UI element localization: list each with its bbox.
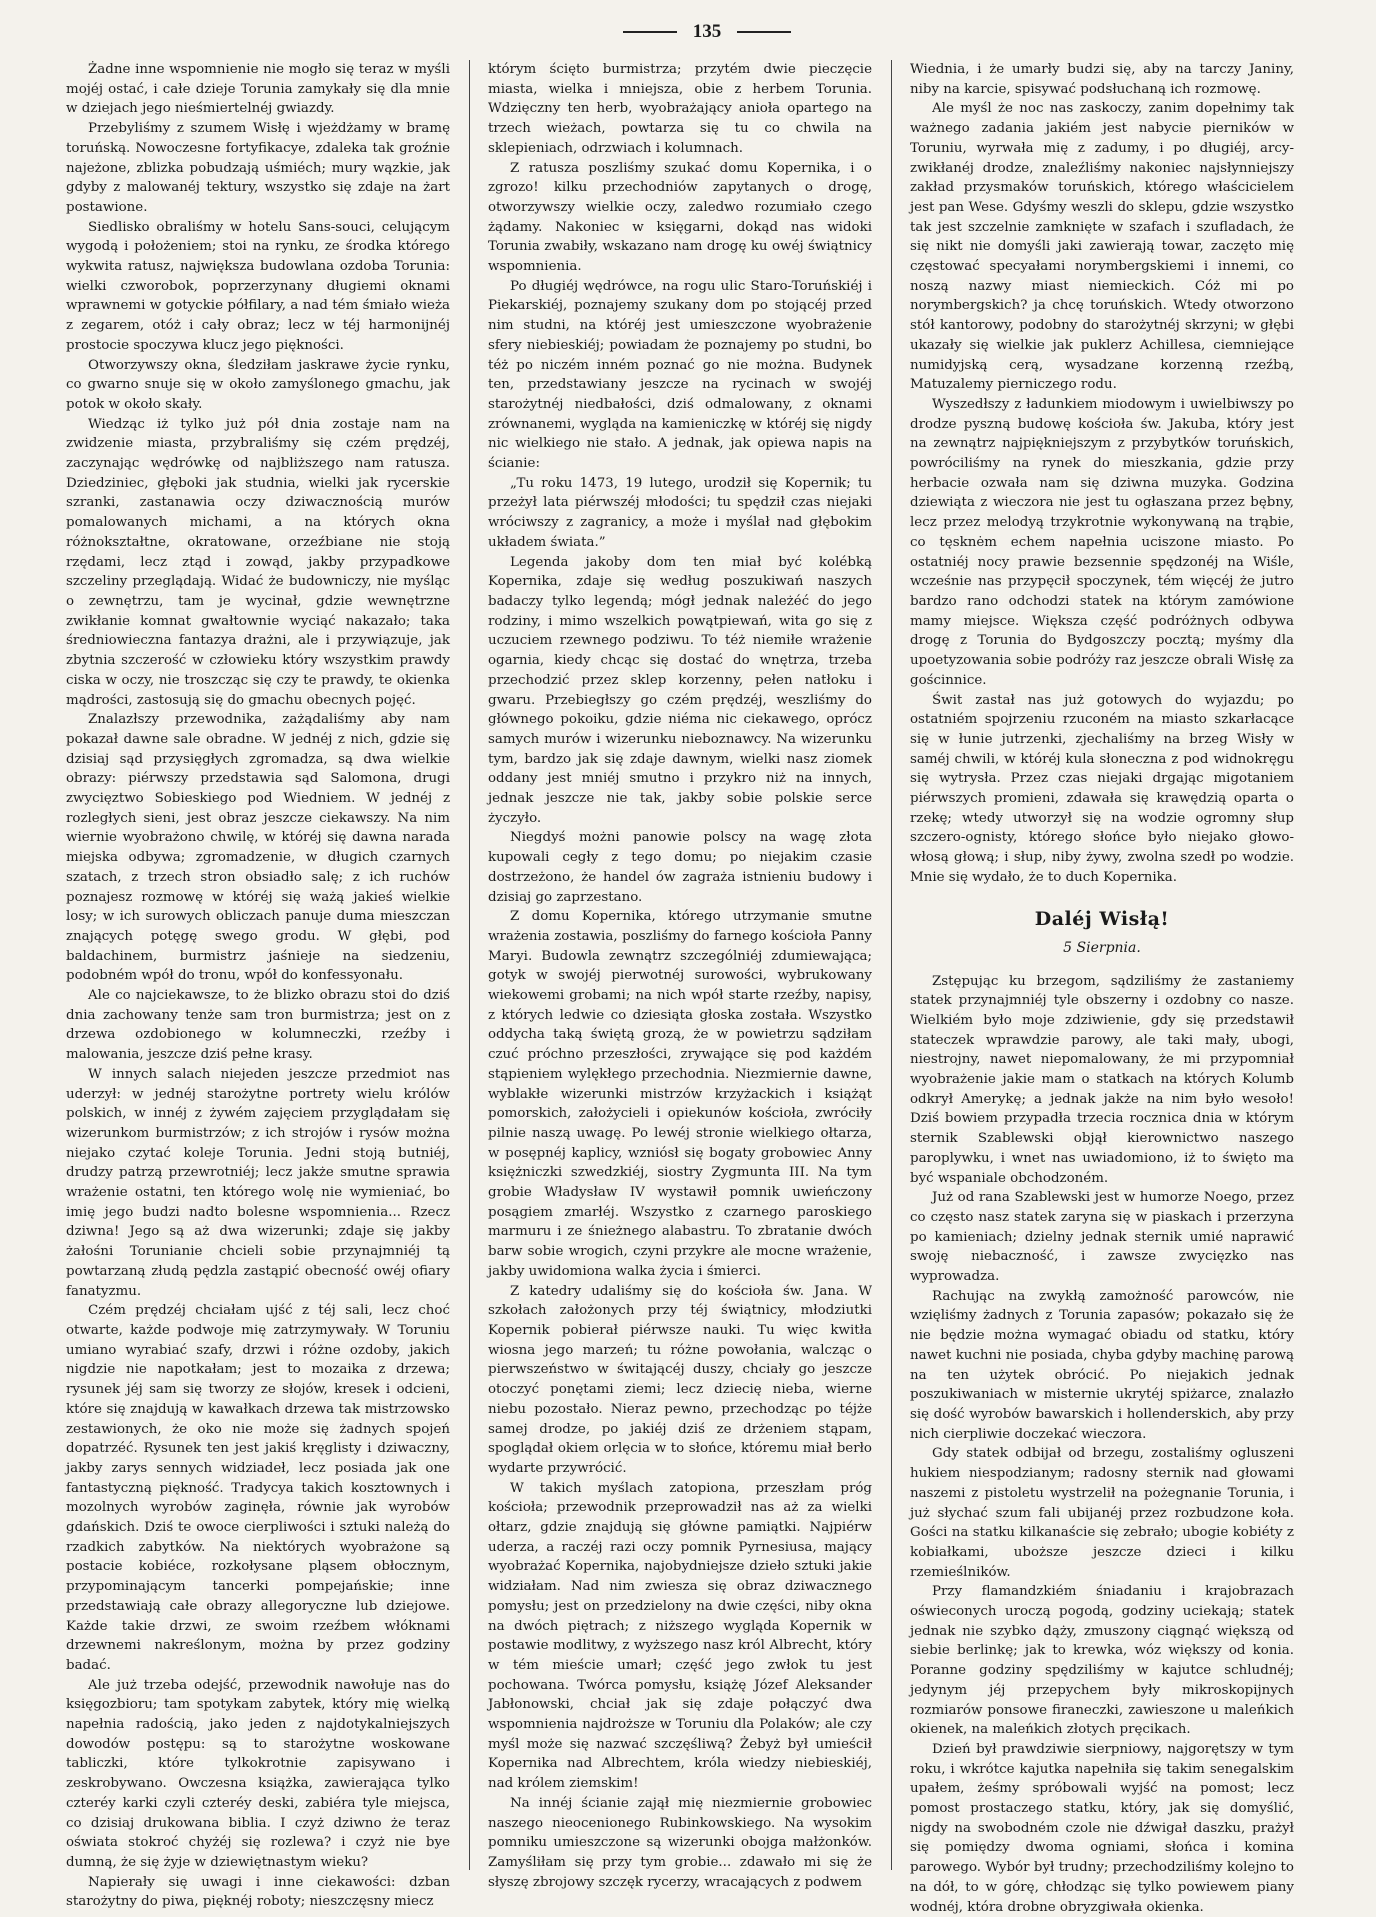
text-columns [66, 60, 1348, 1915]
page-number: 135 [692, 21, 722, 42]
paragraph: Na innéj ścianie zajął mię niezmiernie grobowiec naszego nieocenionego Rubinkowskiego. Na wysokim pomniku umieszczone są wizerunki obojga małżonków. Zamyśliłam się przy tym grobie... zdawało mi się że słyszę zbrojowy szczęk rycerzy, wracających z podwem [488, 1795, 872, 1890]
paragraph: Otworzywszy okna, śledziłam jaskrawe życie rynku, co gwarno snuje się w około zamyślonego gmachu, jak potok w około skały. [66, 357, 450, 412]
page-header [66, 18, 1348, 46]
paragraph: którym ścięto burmistrza; przytém dwie pieczęcie miasta, wielka i mniejsza, obie z herbem Torunia. Wdzięczny ten herb, wyobrażający anioła opartego na trzech wieżach, powtarza się tu co chwila na sklepieniach, odrzwiach i kolumnach. [488, 62, 872, 156]
column-3-top [910, 60, 1294, 888]
paragraph: Siedlisko obraliśmy w hotelu Sans-souci, celującym wygodą i położeniem; stoi na rynku, ze środka którego wykwita ratusz, największa budowlana ozdoba Torunia: wielki czworobok, poprzerzynany długiemi oknami wprawnemi w gotyckie półfilary, a nad tém śmiało wieża z zegarem, otóż i cały obraz; lecz w téj harmonijnéj prostocie spoczywa klucz jego piękności. [66, 219, 450, 353]
section-title: Daléj Wisłą! [1034, 907, 1170, 930]
header-rule-right [737, 31, 791, 33]
paragraph: Napierały się uwagi i inne ciekawości: dzban starożytny do piwa, pięknéj roboty; nieszczęsny miecz [66, 1874, 450, 1910]
paragraph: Z domu Kopernika, którego utrzymanie smutne wrażenia zostawia, poszliśmy do farnego kościoła Panny Maryi. Budowla zewnątrz szczególniéj zdumiewająca; gotyk w swojéj pierwotnéj surowości, wybrukowany wiekowemi grobami; na nich wpół starte rzeźby, napisy, z których ledwie co dziesiąta głoska została. Wszystko oddycha taką świętą grozą, że w powietrzu sądziłam czuć próchno przeszłości, zrywające się pod każdém stąpieniem wylękłego przechodnia. Niezmiernie dawne, wyblakłe wizerunki mistrzów krzyżackich i książąt pomorskich, założycieli i opiekunów kościoła, zwróciły pilnie naszą uwagę. Po lewéj stronie wielkiego ołtarza, w posępnéj kaplicy, wzniósł się bogaty grobowiec Anny księżniczki szwedzkiéj, siostry Zygmunta III. Na tym grobie Władysław IV wystawił pomnik uwieńczony posągiem zmarłéj. Wszystko z czarnego paroskiego marmuru i ze śnieżnego alabastru. To zbratanie dwóch barw sobie wrogich, czyni przykre ale mocne wrażenie, jakby uwidomiona walka życia i śmierci. [488, 909, 872, 1279]
paragraph: Gdy statek odbijał od brzegu, zostaliśmy ogluszeni hukiem niespodzianym; radosny sternik nad głowami naszemi z pistoletu wystrzelił na pożegnanie Torunia, i już słychać szum fali ubijanéj przez rozbudzone koła. Gości na statku kilkanaście się zebrało; ubogie kobiéty z kobiałkami, uboższe jeszcze dzieci i kilku rzemieślników. [910, 1446, 1294, 1580]
paragraph: Wiedząc iż tylko już pół dnia zostaje nam na zwidzenie miasta, przybraliśmy się czém prędzéj, zaczynając wędrówkę od najbliższego nam ratusza. Dziedziniec, głęboki jak studnia, wielki jak rycerskie szranki, zastanawia oczy dziwacznością murów pomalowanych michami, a na których okna różnokształtne, okratowane, orzeźbiane nie stoją rzędami, lecz ztąd i zowąd, jakby przypadkowe szczeliny przeglądają. Widać że budowniczy, nie myśląc o zewnętrzu, tam je wycinał, gdzie wewnętrzne zwikłanie komnat gwałtownie wyciąć nakazało; taka średniowieczna fantazya drażni, ale i przywiązuje, jak zbytnia szczerość w człowieku który wszystkim prawdy ciska w oczy, nie troszcząc się czy te prawdy, te okienka mądrości, zastosują się do gmachu obecnych pojęć. [66, 416, 450, 708]
paragraph: Niegdyś możni panowie polscy na wagę złota kupowali cegły z tego domu; po niejakim czasie dostrzeżono, że handel ów zagraża istnieniu budowy i dzisiaj go zaprzestano. [488, 830, 872, 905]
paragraph: Znalazłszy przewodnika, zażądaliśmy aby nam pokazał dawne sale obradne. W jednéj z nich, gdzie się dzisiaj sąd przysięgłych zgromadza, są dwa wielkie obrazy: piérwszy przedstawia sąd Salomona, drugi zwycięztwo Sobieskiego pod Wiedniem. W jednéj z rozległych sieni, jest obraz jeszcze ciekawszy. Na nim wiernie wyobrażono chwilę, w któréj się dawna narada miejska odbywa; zgromadzenie, w długich czarnych szatach, z trzech stron obsiadło salę; z ich ruchów poznajesz rozmowę w któréj się ważą jakieś wielkie losy; w ich surowych obliczach panuje duma mieszczan znających potęgę swego grodu. W głębi, pod baldachinem, burmistrz jaśnieje na siedzeniu, podobném wpół do tronu, wpół do konfessyonału. [66, 712, 450, 984]
column-1 [66, 60, 450, 1917]
column-2 [488, 60, 872, 1917]
paragraph: Rachując na zwykłą zamożność parowców, nie wzięliśmy żadnych z Torunia zapasów; pokazało się że nie będzie można wymagać obiadu od statku, który nawet kuchni nie posiada, chyba gdyby machinę parową na ten użytek obrócić. Po niejakich jednak poszukiwaniach w misternie ukrytéj spiżarce, znalazło się dość wyrobów bawarskich i hollenderskich, aby przy nich cierpliwie doczekać wieczora. [910, 1288, 1294, 1442]
paragraph: W takich myślach zatopiona, przeszłam próg kościoła; przewodnik przeprowadził nas aż za wielki ołtarz, gdzie znajdują się główne pamiątki. Najpiérw uderza, a raczéj razi oczy pomnik Pyrnesiusa, mający wyobrażać Kopernika, najobydniejsze dzieło sztuki jakie widziałam. Nad nim zwiesza się obraz dziwacznego pomysłu; jest on przedzielony na dwie części, niby okna na dwóch piętrach; z niższego wygląda Kopernik w postawie modlitwy, z wyższego nasz król Albrecht, który w tém mieście umarł; część jego zwłok tu jest pochowana. Twórca pomysłu, książę Józef Aleksander Jabłonowski, chciał jak się zdaje połączyć dwa wspomnienia najdroższe w Toruniu dla Polaków; ale czy myśl może się nazwać szczęśliwą? Żebyż był umieścił Kopernika nad Albrechtem, króla wiedzy niebieskiéj, nad królem ziemskim! [488, 1480, 872, 1792]
paragraph: Dzień był prawdziwie sierpniowy, najgorętszy w tym roku, i wkrótce kajutka napełniła się takim senegalskim upałem, żeśmy spróbowali wyjść na pomost; lecz pomost prostaczego statku, który, jak się domyślić, nigdy na swobodném czole nie dźwigał daszku, prażył się pomiędzy dwoma ogniami, słońca i komina parowego. Wybór był trudny; przechodziliśmy kolejno to na dół, to w górę, chłodząc się tylko powiewem piany wodnéj, która drobne obryzgiwała okienka. [910, 1741, 1294, 1915]
paragraph: Po długiéj wędrówce, na rogu ulic Staro-Toruńskiéj i Piekarskiéj, poznajemy szukany dom po stojącéj przed nim studni, na któréj jest umieszczone wyobrażenie sfery niebieskiéj; powiadam że poznajemy po studni, bo téż po niczém inném poznać go nie można. Budynek ten, przedstawiany jeszcze na rycinach w swojéj starożytnéj niedbałości, dziś odmalowany, z oknami zrównanemi, wygląda na kamieniczkę w któréj się nigdy nic wielkiego nie stało. A jednak, jak opiewa napis na ścianie: [488, 278, 872, 472]
paragraph: Przy flamandzkiém śniadaniu i krajobrazach oświeconych uroczą pogodą, godziny uciekają; statek jednak nie szybko dąży, zmuszony ciągnąć większą od siebie berlinkę; jak to krewka, wóz większy od konia. Poranne godziny spędziliśmy w kajutce schludnéj; jedynym jéj przepychem były mikroskopijnych rozmiarów ponsowe firaneczki, zawieszone u maleńkich okienek, na maleńkich złotych pręcikach. [910, 1584, 1294, 1738]
paragraph: Wyszedłszy z ładunkiem miodowym i uwielbiwszy po drodze pyszną budowę kościoła św. Jakuba, który jest na zewnątrz najpiękniejszym z przybytków toruńskich, powróciliśmy na rynek do mieszkania, gdzie przy herbacie ozwała nam się dziwna muzyka. Godzina dziewiąta z wieczora nie jest tu ogłaszana przez bębny, lecz przez melodyą trzykrotnie wykonywaną na trąbie, co tęsknėm echem napełnia uciszone miasto. Po ostatniéj nocy prawie bezsennie spędzonéj na Wiśle, wcześnie nas przypęcił spoczynek, tém więcéj że jutro bardzo rano odchodzi statek na którym zamówione mamy miejsce. Większa część podróżnych odbywa drogę z Torunia do Bydgoszczy pocztą; myśmy dla upoetyzowania sobie podróży raz jeszcze obrali Wisłę za gościnnice. [910, 396, 1294, 688]
paragraph: Ale myśl że noc nas zaskoczy, zanim dopełnimy tak ważnego zadania jakiém jest nabycie pierników w Toruniu, wyrwała mię z zadumy, i po długiéj, arcy-zwikłanéj drodze, znaleźliśmy nakoniec najsłynniejszy zakład przysmaków toruńskich, którego właścicielem jest pan Wese. Gdyśmy weszli do sklepu, gdzie wszystko tak jest szczelnie zamknięte w szafach i szufladach, że się nikt nie domyśli jaki zawierają towar, zaczęto mię częstować specyałami norymbergskiemi i innemi, co noszą nazwy miast niemieckich. Cóż mi po norymbergskich? ja chcę toruńskich. Wtedy otworzono stół kantorowy, podobny do starożytnéj skrzyni; w głębi ukazały się wielkie jak puklerz Achillesa, ciemniejące numidyjską cerą, wysadzane korzenną rzeźbą, Matuzalemy pierniczego rodu. [910, 101, 1294, 393]
paragraph: Świt zastał nas już gotowych do wyjazdu; po ostatniém spojrzeniu rzuconém na miasto szkarłacące się w łunie jutrzenki, zjechaliśmy na brzeg Wisły w saméj chwili, w któréj kula słoneczna z pod widnokręgu się wytrysła. Przez czas niejaki drgając migotaniem piérwszych promieni, zdawała się krawędzią oparta o rzekę; wtedy utworzył się na wodzie ogromny słup szczero-ognisty, którego słońce było niejako głowo-włosą głową; i słup, niby żywy, zwolna szedł po wodzie. Mnie się wydało, że to duch Kopernika. [910, 692, 1294, 885]
column-divider [891, 60, 892, 1870]
paragraph: Zstępując ku brzegom, sądziliśmy że zastaniemy statek przynajmniéj tyle obszerny i ozdobny co nasze. Wielkiém było moje zdziwienie, gdy się przedstawił stateczek wprawdzie parowy, ale taki mały, ubogi, niestrojny, nawet niepomalowany, że mi przypomniał wyobrażenie jakie mam o statkach na których Kolumb odkrył Amerykę; a jednak jakże na nim było wesoło! Dziś bowiem przypadła trzecia rocznica dnia w którym sternik Szablewski objął kierownictwo naszego paroplywku, i wnet nas uwiadomiono, iż to święto ma być wspaniale obchodzoném. [910, 973, 1294, 1186]
paragraph: Wiednia, i że umarły budzi się, aby na tarczy Janiny, niby na karcie, spisywać podsłuchaną ich rozmowę. [910, 62, 1294, 97]
paragraph: Z katedry udaliśmy się do kościoła św. Jana. W szkołach założonych przy téj świątnicy, młodziutki Kopernik pobierał piérwsze nauki. Tu więc kwitła wiosna jego marzeń; tu różne powołania, walcząc o pierwszeństwo w świtającéj duszy, chciały go jeszcze otoczyć ponętami ziemi; lecz dziecię nieba, wierne niebu pozostało. Nieraz pewno, przechodząc po téjże samej drodze, po jakiéj dziś ze drżeniem stąpam, spoglądał okiem orlęcia w to słońce, któremu miał berło wydarte przywrócić. [488, 1283, 872, 1476]
paragraph: Legenda jakoby dom ten miał być kolébką Kopernika, zdaje się według poszukiwań naszych badaczy tylko legendą; mógł jednak należéć do jego rodziny, i mimo wszelkich powątpiewań, wita go się z uczuciem rzewnego podziwu. To téż niemiłe wrażenie ogarnia, kiedy chcąc się dostać do wnętrza, trzeba przechodzić przez sklep korzenny, pełen natłoku i gwaru. Przebiegłszy go czém prędzéj, weszliśmy do głównego pokoiku, gdzie niéma nic ciekawego, oprócz samych murów i wizerunku nieboznawcy. Na wizerunku tym, bardzo jak się zdaje dawnym, wielki nasz ziomek oddany jest mniéj smutno i przykro niż na innych, jednak jeszcze nie tak, jakby sobie polskie serce życzyło. [488, 554, 872, 826]
paragraph: „Tu roku 1473, 19 lutego, urodził się Kopernik; tu przeżył lata piérwszéj młodości; tu spędził czas niejaki wróciwszy z zagranicy, a może i myślał nad głębokim układem świata.” [488, 475, 872, 550]
header-rule-left [623, 31, 677, 33]
paragraph: Ale co najciekawsze, to że blizko obrazu stoi do dziś dnia zachowany tenże sam tron burmistrza; jest on z drzewa ozdobionego w kolumneczki, rzeźby i malowania, jeszcze dziś pełne krasy. [66, 988, 450, 1063]
paragraph: Już od rana Szablewski jest w humorze Noego, przez co często nasz statek zaryna się w piaskach i przerzyna po kamieniach; dzielny jednak sternik umié naprawić swoję niebaczność, i zawsze zwycięzko nas wyprowadza. [910, 1190, 1294, 1285]
paragraph: Żadne inne wspomnienie nie mogło się teraz w myśli mojéj ostać, i całe dzieje Torunia zamykały się dla mnie w dziejach jego nieśmiertelnéj gwiazdy. [66, 62, 450, 117]
paragraph: Z ratusza poszliśmy szukać domu Kopernika, i o zgrozo! kilku przechodniów zapytanych o drogę, otworzywszy wielkie oczy, zaledwo rozumiało czego żądamy. Nakoniec w księgarni, dokąd nas widoki Torunia zwabiły, wskazano nam drogę ku owéj świątnicy wspomnienia. [488, 160, 872, 275]
section-date: 5 Sierpnia. [1063, 939, 1141, 956]
paragraph: W innych salach niejeden jeszcze przedmiot nas uderzył: w jednéj starożytne portrety wielu królów polskich, w innéj z żywém zajęciem przyglądałam się wizerunkom burmistrzów; z ich strojów i rysów można niejako czytać koleje Torunia. Jedni stoją butniéj, drudzy patrzą przewrotniéj; lecz jakże smutne sprawia wrażenie ostatni, ten którego wolę nie wymieniać, bo imię jego budzi nadto bolesne wspomnienia... Rzecz dziwna! Jego są aż dwa wizerunki; zdaje się jakby żałośni Torunianie chcieli sobie przynajmniéj tą powtarzaną złudą pędzla zastąpić obecność owéj ofiary fanatyzmu. [66, 1066, 450, 1299]
paragraph: Czém prędzéj chciałam ujść z téj sali, lecz choć otwarte, każde podwoje mię zatrzymywały. W Toruniu umiano wyrabiać szafy, drzwi i różne ozdoby, jakich nigdzie nie napotkałam; jest to mozaika z drzewa; rysunek jéj sam się tworzy ze słojów, kresek i odcieni, które się znajdują w kawałkach drzewa tak mistrzowsko zestawionych, że oko nie może się żadnych spojeń dopatrzéć. Rysunek ten jest jakiś kręglisty i dziwaczny, jakby zarys sennych widziadeł, lecz posiada jak one fantastyczną piękność. Tradycya takich kosztownych i mozolnych wyrobów zaginęła, równie jak wyrobów gdańskich. Dziś te owoce cierpliwości i sztuki należą do rzadkich zabytków. Na niektórych wyobrażone są postacie kobiéce, rozkołysane pląsem obłocznym, przypominającym tancerki pompejańskie; inne przedstawiają całe obrazy allegoryczne lub dziejowe. Każde takie drzwi, ze swoim rzeźbem włóknami drzewnemi nakreślonym, można by przez godziny badać. [66, 1303, 450, 1673]
paragraph: Ale już trzeba odejść, przewodnik nawołuje nas do księgozbioru; tam spotykam zabytek, który mię wielką napełnia radością, jako jeden z najdotykalniejszych dowodów postępu: są to starożytne woskowane tabliczki, które tylkokrotnie zapisywano i zeskrobywano. Owczesna książka, zawierająca tylko czteréy karki czyli czteréy deski, zabiéra tyle miejsca, co dzisiaj drukowana biblia. I czyż dziwno że teraz oświata stokroć chyżéj się rozlewa? i czyż nie bye dumną, że się żyje w dziewiętnastym wieku? [66, 1677, 450, 1870]
column-3-bottom [910, 972, 1294, 1917]
paragraph: Przebyliśmy z szumem Wisłę i wjeżdżamy w bramę toruńską. Nowoczesne fortyfikacye, zdaleka tak groźnie najeżone, zblizka pobudzają uśmiéch; mury wązkie, jak gdyby z malowanéj tektury, wszystko się zdaje na żart postawione. [66, 121, 450, 215]
column-3 [910, 60, 1294, 1917]
column-divider [469, 60, 470, 1870]
